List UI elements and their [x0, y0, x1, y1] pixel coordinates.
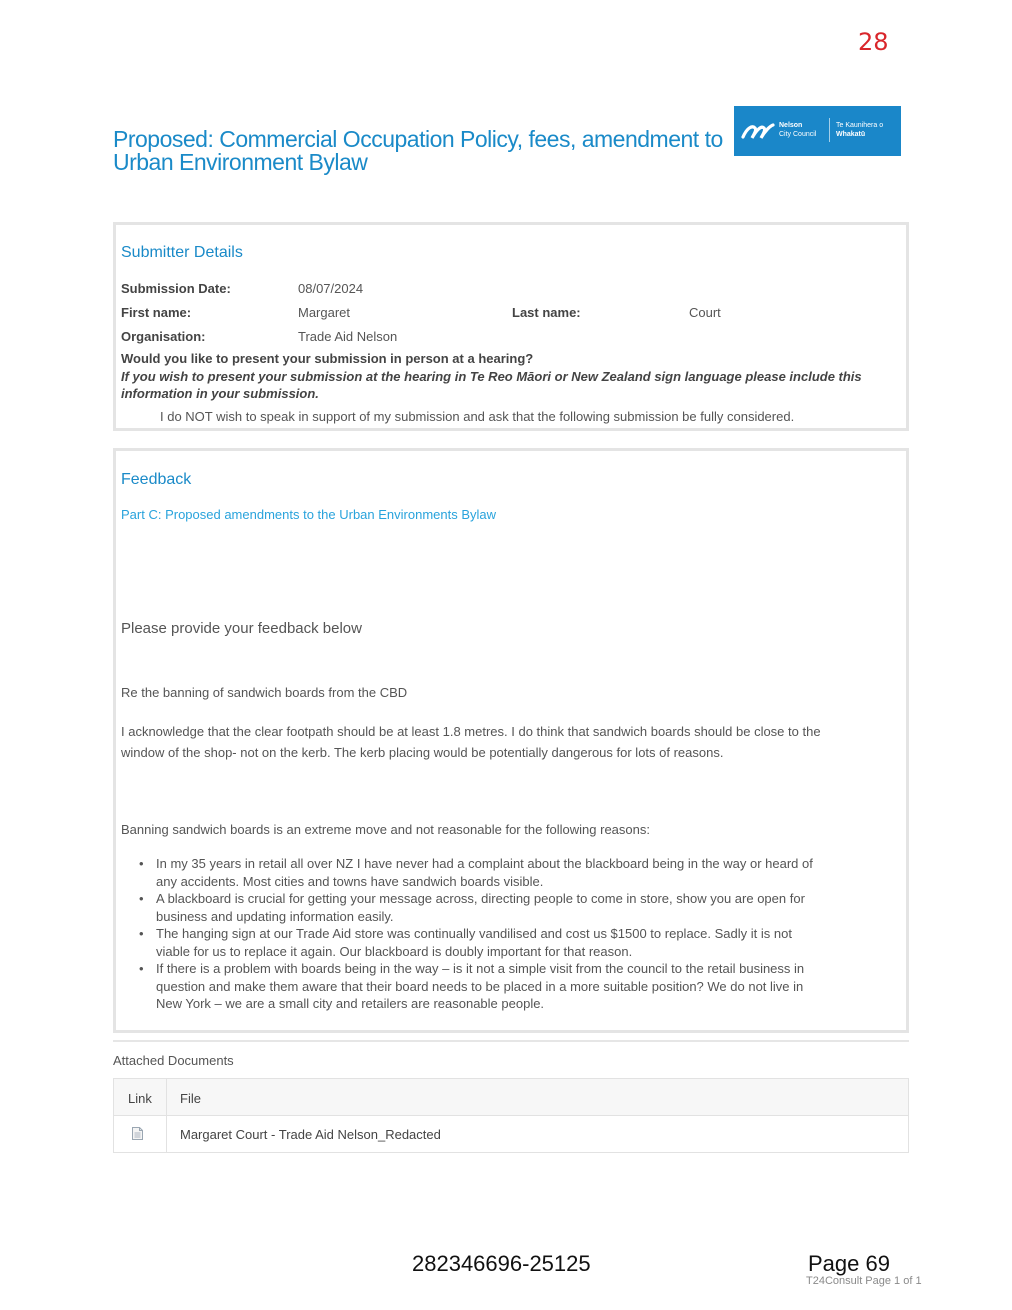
attached-documents-heading: Attached Documents [113, 1053, 234, 1068]
first-name-value: Margaret [298, 305, 351, 320]
feedback-paragraph-3: Banning sandwich boards is an extreme move and not reasonable for the following reasons: [121, 822, 650, 837]
list-item: • If there is a problem with boards being in the way – is it not a simple visit from the council to the retail business in question and make them aware that their board needs to be placed in a more suitable position? We do not live in New York – we are a small city and retailers are reasonable people. [139, 960, 829, 1013]
feedback-panel [113, 448, 909, 1033]
feedback-heading: Feedback [121, 471, 192, 488]
part-c-link[interactable]: Part C: Proposed amendments to the Urban Environments Bylaw [121, 507, 497, 522]
footer-source: T24Consult Page 1 of 1 [806, 1275, 922, 1287]
attachment-file-name[interactable]: Margaret Court - Trade Aid Nelson_Redacted [180, 1127, 441, 1142]
logo-divider [829, 118, 830, 142]
organisation-label: Organisation: [121, 329, 206, 344]
column-header-link: Link [128, 1091, 152, 1106]
feedback-prompt: Please provide your feedback below [121, 620, 362, 637]
list-item: • In my 35 years in retail all over NZ I have never had a complaint about the blackboard being in the way or heard of any accidents. Most cities and towns have sandwich boards visible. [139, 855, 829, 890]
first-name-label: First name: [121, 305, 192, 320]
feedback-paragraph-1: Re the banning of sandwich boards from the CBD [121, 685, 408, 700]
logo-maori-name: Te Kaunihera o Whakatū [836, 122, 884, 138]
list-item: • A blackboard is crucial for getting your message across, directing people to come in store, show you are open for business and updating information easily. [139, 890, 829, 925]
attachments-table-header [114, 1079, 908, 1116]
attachments-table [113, 1078, 909, 1153]
hearing-note: If you wish to present your submission at the hearing in Te Reo Māori or New Zealand sign language please include this information in your submission. [121, 369, 862, 401]
column-header-file: File [180, 1091, 201, 1106]
submission-date-value: 08/07/2024 [298, 281, 364, 296]
footer-page-number: Page 69 [808, 1251, 890, 1276]
council-logo-mark-icon [740, 116, 776, 144]
submitter-details-heading: Submitter Details [121, 244, 243, 261]
organisation-value: Trade Aid Nelson [298, 329, 398, 344]
column-separator [166, 1079, 167, 1152]
submitter-details-panel [113, 222, 909, 431]
council-logo [734, 106, 901, 156]
list-item: • The hanging sign at our Trade Aid store was continually vandilised and cost us $1500 to replace. Sadly it is not viable for us to replace it again. Our blackboard is doubly important for that reason. [139, 925, 829, 960]
submission-date-label: Submission Date: [121, 281, 231, 296]
page-number: 28 [858, 28, 889, 56]
section-divider [113, 1040, 909, 1042]
hearing-question: Would you like to present your submission in person at a hearing? [121, 351, 534, 366]
feedback-paragraph-2: I acknowledge that the clear footpath should be at least 1.8 metres. I do think that sandwich boards should be close to the window of the shop- not on the kerb. The kerb placing would be potentially dangerous for lots of reasons. [121, 724, 821, 760]
document-title: Proposed: Commercial Occupation Policy, fees, amendment to Urban Environment Bylaw [113, 126, 723, 175]
logo-org-name: Nelson City Council [779, 122, 817, 138]
last-name-value: Court [689, 305, 721, 320]
last-name-label: Last name: [512, 305, 581, 320]
document-icon[interactable] [132, 1127, 143, 1140]
footer-document-id: 282346696-25125 [412, 1251, 591, 1276]
feedback-reasons-list [139, 855, 829, 1013]
hearing-answer: I do NOT wish to speak in support of my submission and ask that the following submission be fully considered. [160, 409, 795, 424]
